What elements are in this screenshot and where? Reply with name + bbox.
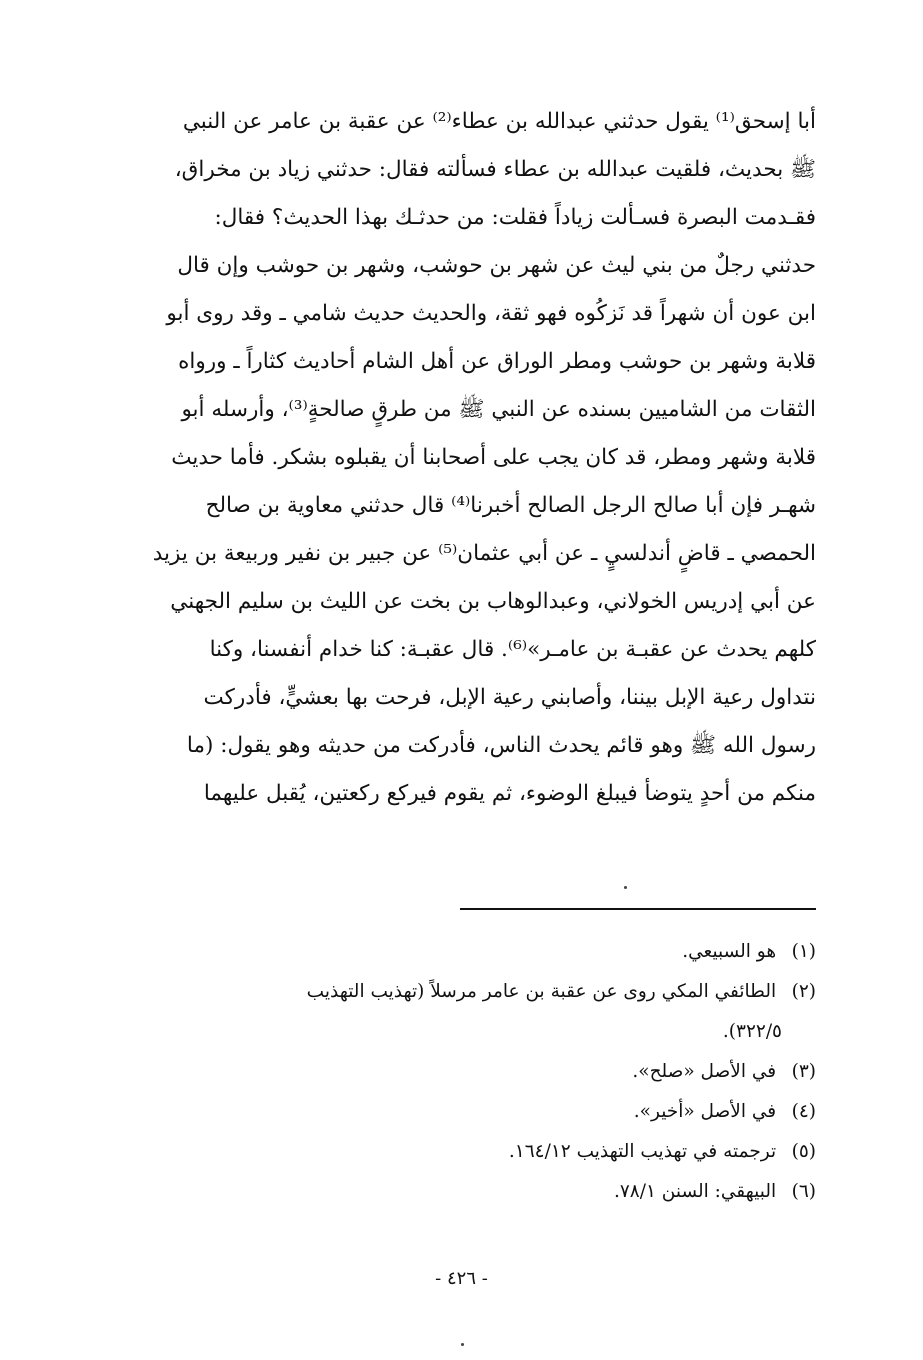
footnote-number: (١) bbox=[791, 941, 816, 962]
footnote-item bbox=[200, 1172, 816, 1212]
scan-speck bbox=[624, 886, 627, 889]
text-line: عن أبي إدريس الخولاني، وعبدالوهاب بن بخت عن الليث بن سليم الجهني bbox=[170, 589, 816, 614]
footnote-continuation: ٣٢٢/٥). bbox=[722, 1021, 782, 1042]
footnote-separator bbox=[460, 908, 816, 910]
footnote-text: في الأصل «صلح». bbox=[632, 1061, 777, 1082]
footnote-text: ترجمته في تهذيب التهذيب ١٦٤/١٢. bbox=[508, 1141, 777, 1162]
footnotes bbox=[200, 932, 816, 1212]
text-line: ابن عون أن شهراً قد نَزكُوه فهو ثقة، والحديث حديث شامي ـ وقد روى أبو bbox=[166, 301, 816, 326]
page-number: - ٤٢٦ - bbox=[435, 1268, 488, 1289]
footnote-item bbox=[200, 1132, 816, 1172]
footnote-number: (٦) bbox=[791, 1181, 816, 1202]
footnote-item bbox=[200, 1092, 816, 1132]
footnote-item bbox=[200, 1052, 816, 1092]
text-line: ﷺ بحديث، فلقيت عبدالله بن عطاء فسألته فقال: حدثني زياد بن مخراق، bbox=[174, 157, 816, 182]
footnote-number: (٢) bbox=[791, 981, 816, 1002]
text-line: قلابة وشهر بن حوشب ومطر الوراق عن أهل الشام أحاديث كثاراً ـ ورواه bbox=[178, 349, 816, 374]
footnote-number: (٥) bbox=[791, 1141, 816, 1162]
scan-speck bbox=[461, 1343, 464, 1346]
footnote-item bbox=[200, 972, 816, 1012]
text-line: رسول الله ﷺ وهو قائم يحدث الناس، فأدركت من حديثه وهو يقول: (ما bbox=[186, 733, 816, 758]
text-line: فقـدمت البصرة فسـألت زياداً فقلت: من حدثـك بهذا الحديث؟ فقال: bbox=[214, 205, 816, 230]
text-line: الثقات من الشاميين بسنده عن النبي ﷺ من طرقٍ صالحةٍ⁽³⁾، وأرسله أبو bbox=[181, 397, 816, 422]
text-line: الحمصي ـ قاضٍ أندلسيٍ ـ عن أبي عثمان⁽⁵⁾ عن جبير بن نفير وربيعة بن يزيد bbox=[152, 541, 816, 566]
text-line: شهـر فإن أبا صالح الرجل الصالح أخبرنا⁽⁴⁾ قال حدثني معاوية بن صالح bbox=[205, 493, 816, 518]
footnote-text: في الأصل «أخير». bbox=[633, 1101, 777, 1122]
footnote-number: (٣) bbox=[791, 1061, 816, 1082]
text-line: كلهم يحدث عن عقبـة بن عامـر»⁽⁶⁾. قال عقبـة: كنا خدام أنفسنا، وكنا bbox=[209, 637, 816, 662]
footnote-text: هو السبيعي. bbox=[682, 941, 777, 962]
footnote-item bbox=[200, 932, 816, 972]
text-line: حدثني رجلٌ من بني ليث عن شهر بن حوشب، وشهر بن حوشب وإن قال bbox=[177, 253, 816, 278]
text-line: نتداول رعية الإبل بيننا، وأصابني رعية الإبل، فرحت بها بعشيٍّ، فأدركت bbox=[203, 685, 816, 710]
text-line: منكم من أحدٍ يتوضأ فيبلغ الوضوء، ثم يقوم فيركع ركعتين، يُقبل عليهما bbox=[203, 781, 816, 806]
footnote-text: الطائفي المكي روى عن عقبة بن عامر مرسلاً (تهذيب التهذيب bbox=[306, 981, 777, 1002]
text-line: أبا إسحق⁽¹⁾ يقول حدثني عبدالله بن عطاء⁽²⁾ عن عقبة بن عامر عن النبي bbox=[182, 109, 816, 134]
text-line: قلابة وشهر ومطر، قد كان يجب على أصحابنا أن يقبلوه بشكر. فأما حديث bbox=[171, 445, 816, 470]
main-text bbox=[108, 98, 816, 818]
footnote-number: (٤) bbox=[791, 1101, 816, 1122]
footnote-text: البيهقي: السنن ٧٨/١. bbox=[613, 1181, 777, 1202]
